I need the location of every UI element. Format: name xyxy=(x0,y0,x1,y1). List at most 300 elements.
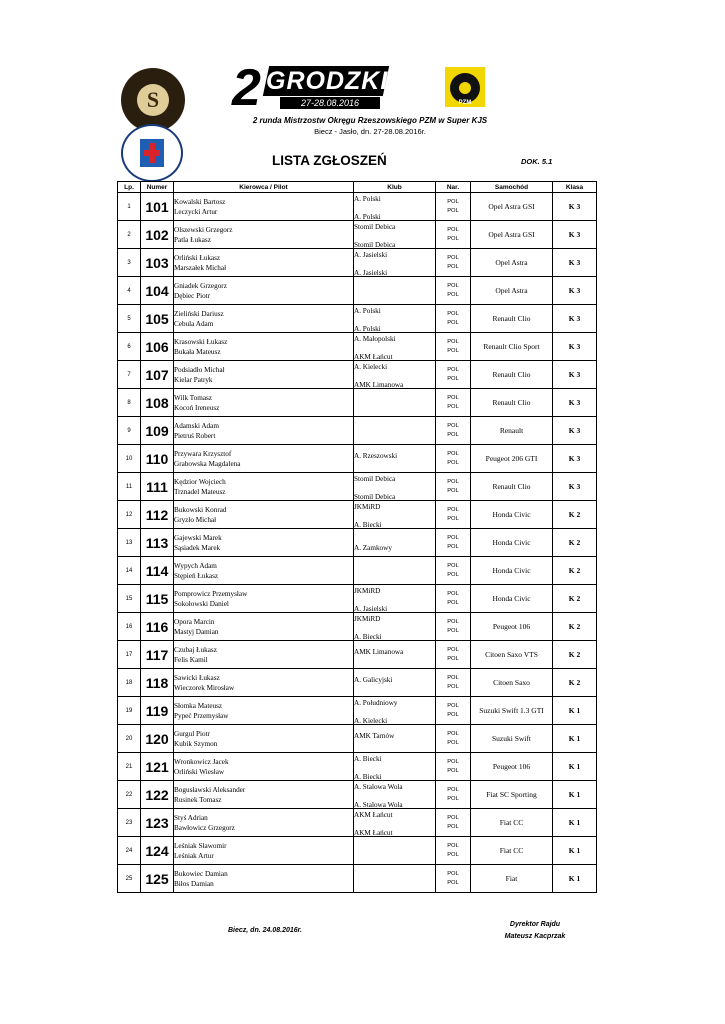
cell-class: K 2 xyxy=(553,669,597,697)
cell-driver xyxy=(174,753,354,781)
driver-club: A. Rzeszowski xyxy=(354,451,398,460)
cell-car: Renault Clio Sport xyxy=(471,333,553,361)
driver-nat: POL xyxy=(447,843,459,849)
cell-nationality xyxy=(436,501,471,529)
codriver-nat: POL xyxy=(447,263,459,270)
codriver-nat: POL xyxy=(447,347,459,354)
medical-cross-logo xyxy=(121,124,183,182)
driver-name: Sawicki Łukasz xyxy=(174,673,220,682)
cell-number: 101 xyxy=(141,193,174,221)
driver-nat: POL xyxy=(447,199,459,205)
cell-club xyxy=(354,249,436,277)
cell-car: Renault Clio xyxy=(471,361,553,389)
table-row xyxy=(118,249,597,277)
codriver-nat: POL xyxy=(447,655,459,662)
driver-name: Wypych Adam xyxy=(174,561,217,570)
driver-nat: POL xyxy=(447,871,459,877)
codriver-club: AKM Łańcut xyxy=(354,828,393,837)
cell-lp: 20 xyxy=(118,725,141,753)
codriver-club: A. Stalowa Wola xyxy=(354,800,403,809)
driver-name: Gniadek Grzegorz xyxy=(174,281,227,290)
cell-driver xyxy=(174,249,354,277)
cell-car: Fiat CC xyxy=(471,809,553,837)
codriver-nat: POL xyxy=(447,319,459,326)
codriver-name: Pietruś Robert xyxy=(174,431,216,440)
codriver-nat: POL xyxy=(447,795,459,802)
cell-nationality xyxy=(436,277,471,305)
driver-club: A. Biecki xyxy=(354,754,382,763)
cell-nationality xyxy=(436,837,471,865)
driver-nat: POL xyxy=(447,423,459,429)
cell-nationality xyxy=(436,361,471,389)
codriver-name: Rusinek Tomasz xyxy=(174,795,222,804)
codriver-name: Dębiec Piotr xyxy=(174,291,211,300)
driver-name: Styś Adrian xyxy=(174,813,208,822)
cell-nationality xyxy=(436,753,471,781)
driver-nat: POL xyxy=(447,339,459,345)
table-row xyxy=(118,389,597,417)
codriver-name: Kocoń Ireneusz xyxy=(174,403,220,412)
codriver-nat: POL xyxy=(447,543,459,550)
cell-driver xyxy=(174,333,354,361)
driver-name: Gajewski Marek xyxy=(174,533,222,542)
driver-name: Kowalski Bartosz xyxy=(174,197,226,206)
driver-name: Wilk Tomasz xyxy=(174,393,212,402)
driver-nat: POL xyxy=(447,395,459,401)
driver-nat: POL xyxy=(447,451,459,457)
table-row xyxy=(118,445,597,473)
cell-class: K 1 xyxy=(553,781,597,809)
cell-number: 104 xyxy=(141,277,174,305)
cell-number: 124 xyxy=(141,837,174,865)
table-row xyxy=(118,473,597,501)
codriver-nat: POL xyxy=(447,235,459,242)
codriver-nat: POL xyxy=(447,823,459,830)
table-row xyxy=(118,305,597,333)
cell-lp: 4 xyxy=(118,277,141,305)
cell-class: K 2 xyxy=(553,557,597,585)
cell-driver xyxy=(174,725,354,753)
codriver-name: Mastyj Damian xyxy=(174,627,219,636)
table-row xyxy=(118,725,597,753)
cell-number: 114 xyxy=(141,557,174,585)
driver-name: Bogusławski Aleksander xyxy=(174,785,246,794)
codriver-name: Marszałek Michał xyxy=(174,263,227,272)
cell-lp: 17 xyxy=(118,641,141,669)
cell-nationality xyxy=(436,557,471,585)
cell-class: K 3 xyxy=(553,305,597,333)
director-name: Mateusz Kacprzak xyxy=(504,933,566,940)
codriver-name: Felis Kamil xyxy=(174,655,208,664)
cell-nationality xyxy=(436,613,471,641)
cell-club xyxy=(354,305,436,333)
cell-club xyxy=(354,529,436,557)
event-location-date: Biecz - Jasło, dn. 27-28.08.2016r. xyxy=(314,127,426,136)
cell-car: Fiat xyxy=(471,865,553,893)
codriver-club: AKM Łańcut xyxy=(354,352,393,361)
cell-driver xyxy=(174,865,354,893)
driver-club: A. Południowy xyxy=(354,698,398,707)
cell-number: 109 xyxy=(141,417,174,445)
cell-club xyxy=(354,445,436,473)
codriver-name: Leśniak Artur xyxy=(174,851,214,860)
driver-name: Krasowski Łukasz xyxy=(174,337,228,346)
cell-car: Renault xyxy=(471,417,553,445)
cell-club xyxy=(354,193,436,221)
cell-lp: 10 xyxy=(118,445,141,473)
driver-club: JKMiRD xyxy=(354,586,381,595)
table-row xyxy=(118,193,597,221)
cell-car: Opel Astra xyxy=(471,249,553,277)
cell-lp: 1 xyxy=(118,193,141,221)
cell-class: K 1 xyxy=(553,865,597,893)
driver-nat: POL xyxy=(447,703,459,709)
cell-car: Peugeot 106 xyxy=(471,613,553,641)
cell-driver xyxy=(174,193,354,221)
cell-number: 116 xyxy=(141,613,174,641)
driver-nat: POL xyxy=(447,535,459,541)
cell-club xyxy=(354,333,436,361)
cell-class: K 2 xyxy=(553,501,597,529)
cell-club xyxy=(354,277,436,305)
cell-car: Fiat CC xyxy=(471,837,553,865)
codriver-name: Gryzło Michał xyxy=(174,515,217,524)
cell-class: K 1 xyxy=(553,809,597,837)
driver-club: A. Kielecki xyxy=(354,362,388,371)
cell-car: Honda Civic xyxy=(471,557,553,585)
cell-class: K 3 xyxy=(553,445,597,473)
cell-nationality xyxy=(436,697,471,725)
cell-number: 125 xyxy=(141,865,174,893)
driver-nat: POL xyxy=(447,367,459,373)
cell-nationality xyxy=(436,221,471,249)
cell-nationality xyxy=(436,193,471,221)
table-row xyxy=(118,641,597,669)
table-row xyxy=(118,837,597,865)
driver-club: A. Małopolski xyxy=(354,334,396,343)
driver-nat: POL xyxy=(447,591,459,597)
codriver-name: Kubik Szymon xyxy=(174,739,218,748)
cell-number: 121 xyxy=(141,753,174,781)
cell-driver xyxy=(174,809,354,837)
cell-club xyxy=(354,473,436,501)
cell-car: Renault Clio xyxy=(471,389,553,417)
pzm-logo: PZM xyxy=(445,67,485,107)
driver-club: JKMiRD xyxy=(354,614,381,623)
cell-number: 120 xyxy=(141,725,174,753)
cell-driver xyxy=(174,669,354,697)
cell-nationality xyxy=(436,305,471,333)
driver-club: AMK Tarnów xyxy=(354,731,395,740)
cell-class: K 3 xyxy=(553,417,597,445)
codriver-name: Stępień Łukasz xyxy=(174,571,219,580)
driver-nat: POL xyxy=(447,619,459,625)
director-title: Dyrektor Rajdu xyxy=(509,921,561,928)
driver-name: Olszewski Grzegorz xyxy=(174,225,233,234)
header-nationality: Nar. xyxy=(436,182,471,193)
cell-driver xyxy=(174,277,354,305)
codriver-name: Sokołowski Daniel xyxy=(174,599,229,608)
table-row xyxy=(118,809,597,837)
cell-nationality xyxy=(436,669,471,697)
cell-driver xyxy=(174,361,354,389)
cell-car: Peugeot 106 xyxy=(471,753,553,781)
driver-nat: POL xyxy=(447,311,459,317)
cell-driver xyxy=(174,501,354,529)
cell-class: K 2 xyxy=(553,585,597,613)
cell-lp: 18 xyxy=(118,669,141,697)
cell-driver xyxy=(174,781,354,809)
codriver-nat: POL xyxy=(447,683,459,690)
cell-car: Fiat SC Sporting xyxy=(471,781,553,809)
cell-nationality xyxy=(436,585,471,613)
cell-lp: 8 xyxy=(118,389,141,417)
cell-club xyxy=(354,501,436,529)
codriver-nat: POL xyxy=(447,459,459,466)
cell-lp: 22 xyxy=(118,781,141,809)
codriver-name: Leczycki Artur xyxy=(174,207,218,216)
cell-lp: 23 xyxy=(118,809,141,837)
codriver-nat: POL xyxy=(447,711,459,718)
cell-nationality xyxy=(436,333,471,361)
driver-nat: POL xyxy=(447,647,459,653)
cell-lp: 11 xyxy=(118,473,141,501)
cell-number: 112 xyxy=(141,501,174,529)
codriver-club: A. Kielecki xyxy=(354,716,388,725)
codriver-name: Pypeć Przemysław xyxy=(174,711,229,720)
header-number: Numer xyxy=(141,182,174,193)
codriver-name: Orliński Wiesław xyxy=(174,767,225,776)
cell-driver xyxy=(174,837,354,865)
driver-club: A. Galicyjski xyxy=(354,675,393,684)
cell-car: Opel Astra GSI xyxy=(471,221,553,249)
director-signature xyxy=(500,919,570,943)
table-row xyxy=(118,501,597,529)
table-header-row xyxy=(118,182,597,193)
cell-club xyxy=(354,641,436,669)
cell-lp: 7 xyxy=(118,361,141,389)
driver-name: Bukowiec Damian xyxy=(174,869,228,878)
driver-nat: POL xyxy=(447,815,459,821)
driver-name: Pomprowicz Przemysław xyxy=(174,589,248,598)
cell-driver xyxy=(174,641,354,669)
cell-lp: 13 xyxy=(118,529,141,557)
table-row xyxy=(118,417,597,445)
table-row xyxy=(118,557,597,585)
cell-club xyxy=(354,417,436,445)
cell-club xyxy=(354,557,436,585)
codriver-nat: POL xyxy=(447,627,459,634)
cell-car: Citoen Saxo xyxy=(471,669,553,697)
table-row xyxy=(118,613,597,641)
cell-car: Honda Civic xyxy=(471,585,553,613)
cell-lp: 5 xyxy=(118,305,141,333)
cell-club xyxy=(354,837,436,865)
driver-nat: POL xyxy=(447,507,459,513)
cell-nationality xyxy=(436,781,471,809)
driver-club: A. Polski xyxy=(354,306,381,315)
codriver-name: Sąsiadek Marek xyxy=(174,543,221,552)
driver-nat: POL xyxy=(447,787,459,793)
cell-nationality xyxy=(436,641,471,669)
cell-driver xyxy=(174,585,354,613)
cell-car: Honda Civic xyxy=(471,529,553,557)
codriver-nat: POL xyxy=(447,403,459,410)
driver-club: Stomil Debica xyxy=(354,474,396,483)
codriver-nat: POL xyxy=(447,767,459,774)
cell-nationality xyxy=(436,809,471,837)
cell-number: 105 xyxy=(141,305,174,333)
codriver-name: Wieczorek Mirosław xyxy=(174,683,235,692)
cell-club xyxy=(354,221,436,249)
cell-class: K 2 xyxy=(553,613,597,641)
cell-nationality xyxy=(436,473,471,501)
cell-class: K 1 xyxy=(553,837,597,865)
cell-lp: 19 xyxy=(118,697,141,725)
cell-car: Opel Astra GSI xyxy=(471,193,553,221)
cell-nationality xyxy=(436,417,471,445)
footer-place-date: Biecz, dn. 24.08.2016r. xyxy=(228,927,302,934)
cell-lp: 6 xyxy=(118,333,141,361)
cell-class: K 3 xyxy=(553,249,597,277)
cell-number: 111 xyxy=(141,473,174,501)
cell-nationality xyxy=(436,389,471,417)
table-row xyxy=(118,221,597,249)
cell-driver xyxy=(174,613,354,641)
codriver-club: A. Zamkowy xyxy=(354,543,392,552)
cell-lp: 21 xyxy=(118,753,141,781)
cell-lp: 2 xyxy=(118,221,141,249)
codriver-club: A. Biecki xyxy=(354,520,382,529)
cell-class: K 1 xyxy=(553,753,597,781)
cell-car: Citoen Saxo VTS xyxy=(471,641,553,669)
codriver-nat: POL xyxy=(447,291,459,298)
cell-driver xyxy=(174,697,354,725)
driver-name: Wronkowicz Jacek xyxy=(174,757,229,766)
header-class: Klasa xyxy=(553,182,597,193)
driver-name: Podsiadło Michał xyxy=(174,365,225,374)
driver-club: A. Jasielski xyxy=(354,250,388,259)
header-driver: Kierowca / Pilot xyxy=(174,182,354,193)
cell-driver xyxy=(174,221,354,249)
codriver-club: A. Biecki xyxy=(354,632,382,641)
cell-number: 102 xyxy=(141,221,174,249)
cell-driver xyxy=(174,305,354,333)
cell-lp: 25 xyxy=(118,865,141,893)
codriver-club: A. Biecki xyxy=(354,772,382,781)
cell-class: K 3 xyxy=(553,333,597,361)
cell-nationality xyxy=(436,249,471,277)
driver-club: Stomil Debica xyxy=(354,222,396,231)
driver-name: Leśniak Sławomir xyxy=(174,841,227,850)
codriver-name: Grabowska Magdalena xyxy=(174,459,241,468)
codriver-club: AMK Limanowa xyxy=(354,380,404,389)
cell-class: K 2 xyxy=(553,529,597,557)
codriver-name: Trznadel Mateusz xyxy=(174,487,226,496)
driver-nat: POL xyxy=(447,675,459,681)
cell-car: Honda Civic xyxy=(471,501,553,529)
driver-club: AKM Łańcut xyxy=(354,810,393,819)
codriver-name: Bukała Mateusz xyxy=(174,347,221,356)
rally-title-logo: 2 GRODZKI 27-28.08.2016 xyxy=(232,59,389,117)
cell-car: Suzuki Swift xyxy=(471,725,553,753)
cell-number: 115 xyxy=(141,585,174,613)
cell-driver xyxy=(174,557,354,585)
codriver-nat: POL xyxy=(447,851,459,858)
cell-driver xyxy=(174,529,354,557)
table-row xyxy=(118,333,597,361)
cell-number: 122 xyxy=(141,781,174,809)
driver-name: Gurgul Piotr xyxy=(174,729,211,738)
cell-driver xyxy=(174,445,354,473)
cell-club xyxy=(354,753,436,781)
cell-class: K 3 xyxy=(553,277,597,305)
cell-club xyxy=(354,725,436,753)
entries-table xyxy=(117,181,597,893)
cell-number: 118 xyxy=(141,669,174,697)
cell-club xyxy=(354,809,436,837)
cell-number: 119 xyxy=(141,697,174,725)
codriver-club: A. Polski xyxy=(354,212,381,221)
cell-class: K 3 xyxy=(553,193,597,221)
document-number: DOK. 5.1 xyxy=(521,157,553,166)
cell-nationality xyxy=(436,445,471,473)
table-row xyxy=(118,585,597,613)
table-row xyxy=(118,781,597,809)
driver-name: Orliński Łukasz xyxy=(174,253,221,262)
cell-number: 113 xyxy=(141,529,174,557)
driver-nat: POL xyxy=(447,731,459,737)
driver-nat: POL xyxy=(447,255,459,261)
codriver-nat: POL xyxy=(447,879,459,886)
cell-number: 110 xyxy=(141,445,174,473)
table-row xyxy=(118,529,597,557)
cell-club xyxy=(354,585,436,613)
codriver-nat: POL xyxy=(447,431,459,438)
cell-lp: 15 xyxy=(118,585,141,613)
driver-name: Adamski Adam xyxy=(174,421,219,430)
cell-number: 103 xyxy=(141,249,174,277)
cell-class: K 3 xyxy=(553,473,597,501)
header-car: Samochód xyxy=(471,182,553,193)
codriver-club: Stomil Debica xyxy=(354,240,396,249)
cell-club xyxy=(354,613,436,641)
cell-number: 106 xyxy=(141,333,174,361)
table-row xyxy=(118,865,597,893)
cell-club xyxy=(354,697,436,725)
cell-class: K 3 xyxy=(553,221,597,249)
driver-nat: POL xyxy=(447,563,459,569)
cell-lp: 24 xyxy=(118,837,141,865)
driver-club: JKMiRD xyxy=(354,502,381,511)
event-subtitle: 2 runda Mistrzostw Okręgu Rzeszowskiego PZM w Super KJS xyxy=(252,116,488,125)
codriver-club: A. Jasielski xyxy=(354,268,388,277)
driver-name: Słomka Mateusz xyxy=(174,701,223,710)
codriver-nat: POL xyxy=(447,375,459,382)
cell-number: 107 xyxy=(141,361,174,389)
cell-nationality xyxy=(436,865,471,893)
cell-nationality xyxy=(436,529,471,557)
cell-number: 123 xyxy=(141,809,174,837)
cell-car: Suzuki Swift 1.3 GTI xyxy=(471,697,553,725)
cell-class: K 3 xyxy=(553,389,597,417)
cell-lp: 14 xyxy=(118,557,141,585)
cell-class: K 2 xyxy=(553,641,597,669)
codriver-nat: POL xyxy=(447,207,459,214)
driver-nat: POL xyxy=(447,227,459,233)
codriver-nat: POL xyxy=(447,599,459,606)
cell-club xyxy=(354,865,436,893)
